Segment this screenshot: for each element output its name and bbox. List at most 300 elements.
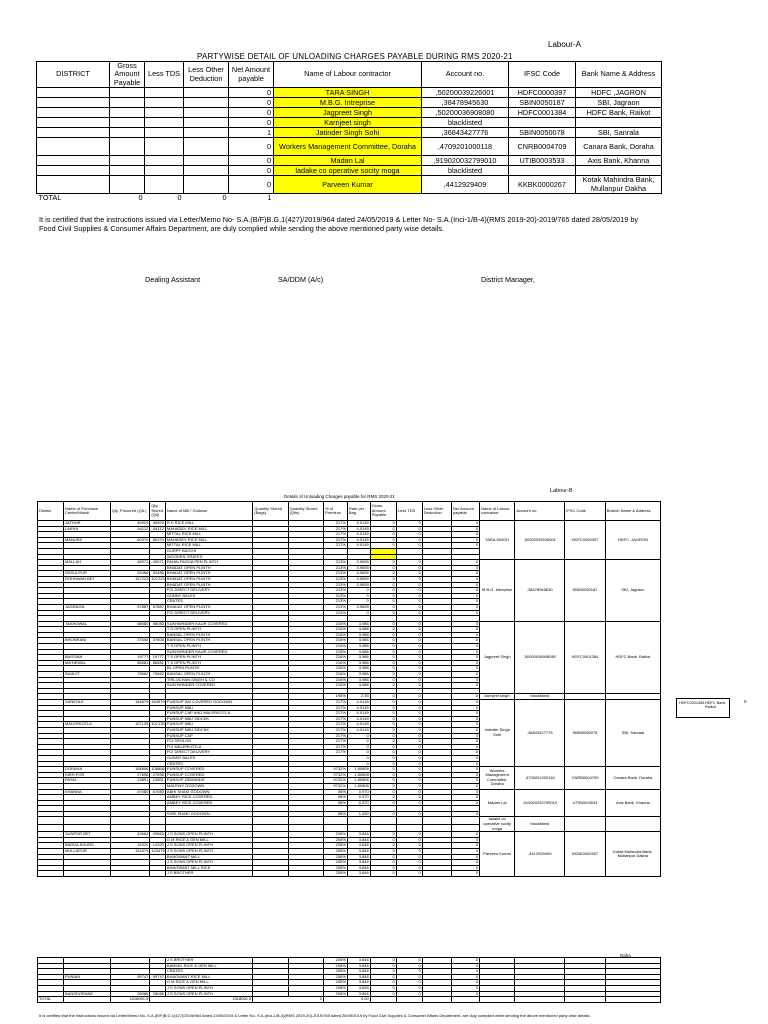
bottom-cell: 28086	[150, 991, 166, 997]
rate-cell: 0	[347, 599, 370, 605]
tds-cell: 0	[396, 571, 422, 577]
mill-cell: AMBEY RICE COVERED	[165, 800, 252, 806]
bottom-cell: 3.846	[347, 958, 370, 964]
gross-cell: 0	[370, 871, 396, 877]
contractor-row	[37, 166, 662, 176]
premium-cell: 208%	[323, 865, 347, 871]
net-cell: 0	[451, 543, 479, 549]
rate-cell: 1.80808	[347, 772, 370, 778]
premium-cell: 217%	[323, 532, 347, 538]
gross-cell: 0	[370, 560, 396, 566]
mill-cell: BHADAT OPEN PLINTH	[165, 565, 252, 571]
net-cell: 1	[229, 128, 274, 138]
gross-cell: 0	[370, 733, 396, 739]
center-cell: MANUKE	[64, 537, 111, 543]
gross-cell: 0	[370, 739, 396, 745]
labour-b-label: Labour-B	[550, 488, 573, 494]
procured-cell: 49929	[110, 521, 150, 527]
lower-header: Less TDS	[396, 502, 422, 521]
qtls-cell	[288, 817, 323, 824]
premium-cell: 217%	[323, 526, 347, 532]
net-cell	[451, 824, 479, 831]
district-cell	[37, 166, 110, 176]
mill-cell: BANSAL OPEN PLINTH	[165, 638, 252, 644]
premium-cell: 213%	[323, 610, 347, 616]
contractor-ifsc-cell: SBIN0050078	[565, 700, 606, 767]
rate-cell: 3.846	[347, 837, 370, 843]
bottom-cell: PUNAIN	[64, 974, 111, 980]
net-cell: 0	[451, 843, 479, 849]
premium-cell: 216%	[323, 644, 347, 650]
contractor-bank-cell: SBI, Sanrala	[605, 700, 660, 767]
stored-cell	[150, 817, 166, 824]
gross-cell: 0	[370, 843, 396, 849]
dealing-assistant-signature: Dealing Assistant	[145, 275, 201, 284]
bottom-cell: 0	[370, 985, 396, 991]
tds-cell: 0	[396, 789, 422, 795]
bottom-cell: 0	[451, 980, 479, 986]
net-cell: 0	[451, 576, 479, 582]
stored-cell: 107223	[151, 576, 165, 581]
bottom-cell: 0	[396, 958, 422, 964]
premium-cell: 98%	[323, 795, 347, 801]
net-cell: 0	[451, 800, 479, 806]
rate-cell: 0.970	[347, 800, 370, 806]
contractor-name-cell: Madan Lal	[479, 789, 514, 817]
mill-cell: PUNSUP CAP	[165, 733, 252, 739]
contractor-ifsc-cell: HDFC0001384	[565, 621, 606, 694]
total-gross: 0	[110, 194, 145, 203]
contractor-name-cell: ladake co operative socity moga	[479, 817, 514, 832]
tds-cell: 0	[396, 621, 422, 627]
tds-cell: 0	[396, 532, 422, 538]
premium-cell: 208%	[323, 832, 347, 838]
center-cell: KHANNA	[64, 789, 111, 795]
contractor-ifsc-cell: CNRB0004709	[565, 767, 606, 789]
rate-cell: 4.0149	[347, 711, 370, 717]
premium-cell: 217%	[323, 722, 347, 728]
premium-cell: 208%	[323, 871, 347, 877]
tds-cell: 0	[396, 660, 422, 666]
mill-cell: T S OPEN PLINTH	[165, 655, 252, 661]
ifsc-cell	[509, 166, 576, 176]
stored-cell: 49071	[150, 560, 166, 566]
bottom-cell: 3.846	[347, 963, 370, 969]
bottom-cell: 0	[370, 991, 396, 997]
right-note: Daha	[620, 953, 631, 958]
gross-cell: 0	[370, 593, 396, 599]
stored-cell: 49929	[150, 521, 166, 527]
tds-cell: 0	[396, 727, 422, 733]
rate-cell: 1.80808	[347, 783, 370, 789]
rate-cell: 4.0149	[347, 716, 370, 722]
tds-cell: 0	[396, 644, 422, 650]
rate-cell: 0	[347, 610, 370, 616]
mill-cell: MITTAL RICE MILL	[165, 543, 252, 549]
rate-cell: 3.986	[347, 632, 370, 638]
ifsc-cell: HDFC0000397	[509, 88, 576, 98]
stored-cell: 14320	[150, 843, 166, 849]
premium-cell: 216%	[323, 655, 347, 661]
bottom-cell: 3.846	[347, 991, 370, 997]
total-net: 1	[229, 194, 274, 203]
procured-cell: 37608	[110, 638, 150, 644]
rate-cell: 1.80808	[347, 767, 370, 773]
contractor-row	[37, 108, 662, 118]
center-cell: SIRH POR	[64, 772, 111, 778]
net-cell: 0	[451, 660, 479, 666]
mill-cell: PUNSUP CAP AND MALERKOTLA	[165, 711, 252, 717]
bottom-cell: 0	[396, 969, 422, 975]
tds-cell: 0	[396, 711, 422, 717]
net-cell: 0	[451, 621, 479, 627]
tds-cell	[396, 824, 422, 831]
center-cell: ROHNWAN BET	[64, 576, 111, 582]
mill-cell: FCI DEHLON	[165, 739, 252, 745]
bottom-cell: 0	[451, 991, 479, 997]
tds-cell: 0	[396, 739, 422, 745]
tds-cell: 0	[396, 655, 422, 661]
gross-cell	[110, 88, 145, 98]
contractor-account-cell: blacklisted	[515, 694, 565, 700]
ifsc-cell: SBIN0050187	[509, 98, 576, 108]
total-empty	[422, 194, 509, 203]
tds-cell: 0	[396, 755, 422, 761]
total-empty	[576, 194, 662, 203]
total-empty	[274, 194, 422, 203]
contractor-row	[37, 88, 662, 98]
bottom-cell: 0	[396, 974, 422, 980]
stored-cell: 19777	[150, 655, 166, 661]
account-cell: ,36843427776	[422, 128, 509, 138]
net-cell: 0	[451, 832, 479, 838]
premium-cell: 217%	[323, 739, 347, 745]
rate-cell: 3.9659	[347, 565, 370, 571]
net-cell: 0	[451, 871, 479, 877]
net-cell: 0	[451, 860, 479, 866]
gross-cell: 0	[370, 521, 396, 527]
center-cell: SUNPOR BET	[64, 832, 111, 838]
tds-cell: 0	[396, 526, 422, 532]
mill-cell: J S SONS OPEN PLINTH	[165, 849, 252, 855]
mill-cell: BANSAL OPEN PLINTH	[165, 632, 252, 638]
mill-cell: FCI MALERKOTLA	[165, 744, 252, 750]
mill-cell: PUNSUP NBU	[165, 705, 252, 711]
net-cell: 0	[451, 811, 479, 817]
rate-cell: 3.846	[347, 832, 370, 838]
premium-cell: 217%	[323, 716, 347, 722]
ifsc-cell: KKBK0000267	[509, 176, 576, 194]
lower-header: Name of Purchase Center/Mandi	[64, 502, 111, 521]
other-cell	[184, 118, 229, 128]
center-cell: BHONRANI	[64, 638, 111, 644]
rate-cell: 2.39	[347, 694, 370, 700]
bottom-cell: 208%	[323, 958, 347, 964]
tds-cell: 0	[396, 767, 422, 773]
tds-cell: 0	[396, 521, 422, 527]
mill-cell: GURPF BAGGS	[165, 548, 252, 554]
bottom-cell: 3.846	[347, 980, 370, 986]
gross-cell: 0	[370, 767, 396, 773]
other-cell	[422, 817, 451, 824]
tds-cell: 0	[396, 537, 422, 543]
rate-cell: 0.970	[347, 795, 370, 801]
premium-cell: 217%	[323, 711, 347, 717]
gross-cell: 0	[370, 755, 396, 761]
stored-cell: 37608	[150, 638, 166, 644]
col-ifsc: IFSC Code	[509, 62, 576, 88]
net-cell: 0	[451, 638, 479, 644]
net-cell: 0	[451, 694, 479, 700]
rate-cell: 3.986	[347, 683, 370, 689]
gross-cell: 0	[370, 860, 396, 866]
procured-cell: 107135	[110, 722, 150, 728]
tds-cell: 0	[396, 722, 422, 728]
gross-cell	[110, 138, 145, 156]
rate-cell: 4.0149	[347, 700, 370, 706]
procured-cell: 108856	[110, 767, 150, 773]
bottom-cell: 3.846	[347, 969, 370, 975]
procured-cell	[110, 817, 150, 824]
lower-header: District	[38, 502, 64, 521]
net-cell: 0	[451, 761, 479, 767]
ifsc-cell: CNRB0004709	[509, 138, 576, 156]
net-cell: 0	[229, 118, 274, 128]
tds-cell: 0	[396, 694, 422, 700]
mill-cell: PUNSUP COVERED	[165, 772, 252, 778]
district-manager-signature: District Manager,	[481, 275, 535, 284]
gross-cell	[370, 824, 396, 831]
bottom-cell: 28086	[110, 991, 150, 997]
premium-cell: 98%	[323, 800, 347, 806]
lower-header: Rate per Bag	[347, 502, 370, 521]
contractor-name-cell: Jatinder Singh Sohi	[274, 128, 422, 138]
tds-cell: 0	[396, 778, 422, 784]
bottom-cell: 0	[396, 980, 422, 986]
contractor-bank-cell: Axis Bank, Khanna	[605, 789, 660, 817]
district-cell	[37, 98, 110, 108]
lower-district	[38, 824, 64, 831]
lower-header: Name of Mill / Godown	[165, 502, 252, 521]
rate-cell: 3.9659	[347, 560, 370, 566]
gross-cell: 0	[370, 599, 396, 605]
contractor-account-cell: ,919020032799010	[515, 789, 565, 817]
contractor-bank-cell: Kotak Mahindra Bank, Mullanpur Dakha	[605, 832, 660, 877]
premium-cell: 216%	[323, 649, 347, 655]
net-cell: 0	[451, 778, 479, 784]
net-cell: 0	[451, 593, 479, 599]
other-cell	[184, 166, 229, 176]
rate-cell: 4.0149	[347, 532, 370, 538]
premium-cell: 213%	[323, 565, 347, 571]
net-cell	[451, 817, 479, 824]
net-cell: 0	[451, 565, 479, 571]
mill-cell: ABHI SHAKI GODOWN	[165, 789, 252, 795]
unloading-details-table	[37, 501, 661, 877]
bank-cell: Canara Bank, Doraha	[576, 138, 662, 156]
rate-cell: 3.846	[347, 865, 370, 871]
bottom-total-empty	[605, 997, 660, 1003]
rate-cell: 3.986	[347, 649, 370, 655]
net-cell: 0	[229, 166, 274, 176]
mill-cell: PUNSUP SAI COVERED GODOWN	[165, 700, 252, 706]
bottom-cell: J S SONS OPEN PLINTH	[165, 991, 252, 997]
contractor-row	[37, 128, 662, 138]
procured-cell: 13891	[110, 778, 150, 784]
gross-cell: 0	[370, 832, 396, 838]
tds-cell: 0	[396, 800, 422, 806]
lower-header: Qty. Stored (Qtl)	[150, 502, 166, 521]
tds-cell: 0	[396, 683, 422, 689]
ifsc-cell: UTIB0003533	[509, 156, 576, 166]
tds-cell: 0	[396, 849, 422, 855]
premium-cell: 208%	[323, 837, 347, 843]
premium-cell: 216%	[323, 672, 347, 678]
premium-cell: 208%	[323, 860, 347, 866]
mill-cell: J S BROTHER	[165, 871, 252, 877]
account-cell: ,50200039226001	[422, 88, 509, 98]
rate-cell: 3.986	[347, 655, 370, 661]
center-cell: MALERKOTLA	[64, 722, 111, 728]
premium-cell: 213%	[323, 582, 347, 588]
other-cell	[184, 176, 229, 194]
mill-cell: PAHALFAGOA PEN PLINTH	[165, 560, 252, 566]
extra-bank-box	[676, 698, 730, 718]
procured-cell: 107223	[110, 576, 150, 582]
mill-cell: R K RICE MILL	[165, 521, 252, 527]
premium-cell: 213%	[323, 604, 347, 610]
mill-cell: PUNSUP COVERED	[165, 767, 252, 773]
procured-cell: 49071	[110, 560, 150, 566]
bank-cell: Axis Bank, Khanna	[576, 156, 662, 166]
bottom-cell: J S BROTHER	[165, 958, 252, 964]
gross-cell: 0	[370, 582, 396, 588]
bottom-cell: 208%	[323, 974, 347, 980]
gross-cell: 0	[370, 532, 396, 538]
tds-cell: 0	[396, 854, 422, 860]
gross-cell	[110, 108, 145, 118]
tds-cell: 0	[396, 811, 422, 817]
contractor-name-cell: M.B.G. Intreprise	[479, 560, 514, 622]
account-cell: ,38478945630	[422, 98, 509, 108]
col-net: Net Amount payable	[229, 62, 274, 88]
mill-cell: BHADAT OPEN PLINTH	[165, 576, 252, 582]
account-cell: ,50200036908080	[422, 108, 509, 118]
rate-cell: 3.846	[347, 843, 370, 849]
stored-cell	[150, 871, 166, 877]
tds-cell: 0	[396, 627, 422, 633]
lower-row	[38, 817, 661, 824]
district-cell	[37, 138, 110, 156]
contractor-name-cell: Madan Lal	[274, 156, 422, 166]
contractor-account-cell: ,36843427776	[515, 700, 565, 767]
rate-cell: 0.970	[347, 789, 370, 795]
rate-cell: 4.0149	[347, 705, 370, 711]
contractor-row	[37, 138, 662, 156]
gross-cell: 0	[370, 610, 396, 616]
premium-cell: 217%	[323, 705, 347, 711]
contractor-name-cell: karnjeet singh	[479, 694, 514, 700]
bottom-cell: 0	[451, 985, 479, 991]
net-cell: 0	[451, 610, 479, 616]
net-cell: 0	[451, 739, 479, 745]
gross-cell: 0	[370, 627, 396, 633]
bags-cell	[253, 824, 288, 831]
tds-cell: 0	[396, 733, 422, 739]
net-cell: 0	[451, 532, 479, 538]
net-cell: 0	[229, 88, 274, 98]
tds-cell	[145, 118, 184, 128]
rate-cell: 0	[347, 593, 370, 599]
gross-cell: 0	[370, 837, 396, 843]
mill-cell: FCI DIRECT DELIVERY	[165, 750, 252, 756]
extra-zero: 0	[744, 699, 747, 704]
bags-cell	[253, 871, 288, 877]
bank-cell: HDFC Bank, Raikot	[576, 108, 662, 118]
net-cell: 0	[451, 849, 479, 855]
net-cell: 0	[451, 627, 479, 633]
net-cell: 0	[451, 521, 479, 527]
bottom-cell: 0	[451, 958, 479, 964]
bottom-cell: 0	[451, 963, 479, 969]
gross-cell: 0	[370, 722, 396, 728]
contractor-bank-cell	[605, 817, 660, 832]
gross-cell: 0	[370, 795, 396, 801]
lower-header: Account no.	[515, 502, 565, 521]
tds-cell: 0	[396, 560, 422, 566]
gross-cell: 0	[370, 604, 396, 610]
mill-cell: T S OPEN PLINTH	[165, 660, 252, 666]
rate-cell: 4.0149	[347, 521, 370, 527]
mill-cell: J S SONS OPEN PLINTH	[165, 843, 252, 849]
col-bank: Bank Name & Address	[576, 62, 662, 88]
bottom-cell: 208%	[323, 985, 347, 991]
stored-cell: 49663	[150, 832, 166, 838]
premium-cell: 213%	[323, 593, 347, 599]
rate-cell: 4.0149	[347, 722, 370, 728]
contractor-name-cell: Karnjeet singh	[274, 118, 422, 128]
account-cell: ,4709201000118	[422, 138, 509, 156]
gross-cell: 0	[370, 644, 396, 650]
net-cell: 0	[451, 744, 479, 750]
rate-cell: 0	[347, 588, 370, 594]
net-cell: 0	[451, 632, 479, 638]
bottom-cell: 0	[396, 963, 422, 969]
tds-cell	[145, 98, 184, 108]
mill-cell: SHRI SHAKI GODOWN	[165, 811, 252, 817]
bank-cell: SBI, Jagraon	[576, 98, 662, 108]
premium-cell: 217%	[323, 733, 347, 739]
tds-cell	[145, 88, 184, 98]
mill-cell: CRATES	[165, 761, 252, 767]
total-tds: 0	[145, 194, 184, 203]
gross-cell: 0	[370, 638, 396, 644]
rate-cell: 0	[347, 744, 370, 750]
rate-cell: 3.986	[347, 638, 370, 644]
ifsc-cell	[509, 118, 576, 128]
net-cell: 0	[451, 672, 479, 678]
total-row	[37, 194, 662, 203]
bottom-cell: 208%	[323, 980, 347, 986]
gross-cell: 0	[370, 789, 396, 795]
tds-cell: 0	[396, 593, 422, 599]
gross-cell: 0	[370, 694, 396, 700]
premium-cell: 213%	[323, 599, 347, 605]
lower-header: Branch Name & Address	[605, 502, 660, 521]
tds-cell: 0	[396, 750, 422, 756]
rate-cell: 3.846	[347, 854, 370, 860]
lower-header: Quantity Stored (Bags)	[253, 502, 288, 521]
